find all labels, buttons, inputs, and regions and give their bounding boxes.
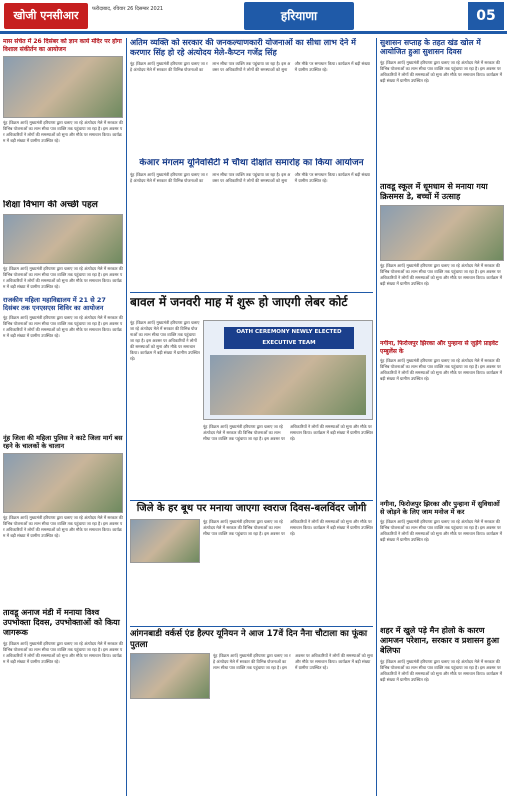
headline: अतिम व्यक्ति को सरकार की जनकल्याणकारी योजनाओं का सीधा लाभ देने में करणार सिंह हो रहे अंत्योदय मेले-कैप्टन गजेंद्र सिंह <box>130 38 356 57</box>
headline: आंगनबाडी वर्कर्स एंड हैल्पर यूनियन ने आज 17वें दिन नैना चौटाला का फूंका पुतला <box>130 629 368 650</box>
section-title: हरियाणा <box>244 2 354 30</box>
headline: जिले के हर बूथ पर मनाया जाएगा स्वराज दिवस-बलविंदर जोगी <box>136 503 367 514</box>
article-body: नूंह (विक्रम आर्य) मुख्यमंत्री हरियाणा द्वारा चलाए जा रहे अंत्योदय मेले में सरकार की विभिन्न योजनाओं का लाभ सीधा पात्र व्यक्ति तक पहुंचाया जा रहा है। इस अवसर पर अधिकारियों ने लोगों की समस्याओं को सुना और मौके पर समाधान किया। कार्यक्रम में बड़ी संख्या में ग्रामीण उपस्थित रहे। <box>3 120 123 143</box>
article-body: नूंह (विक्रम आर्य) मुख्यमंत्री हरियाणा द्वारा चलाए जा रहे अंत्योदय मेले में सरकार की विभिन्न योजनाओं का लाभ सीधा पात्र व्यक्ति तक पहुंचाया जा रहा है। इस अवसर पर अधिकारियों ने लोगों की समस्याओं को सुना और मौके पर समाधान किया। कार्यक्रम में बड़ी संख्या में ग्रामीण उपस्थित रहे। <box>380 59 502 83</box>
article-body: नूंह (विक्रम आर्य) मुख्यमंत्री हरियाणा द्वारा चलाए जा रहे अंत्योदय मेले में सरकार की विभिन्न योजनाओं का लाभ सीधा पात्र व्यक्ति तक पहुंचाया जा रहा है। इस अवसर पर अधिकारियों ने लोगों की समस्याओं को सुना और मौके पर समाधान किया। कार्यक्रम में बड़ी संख्या में ग्रामीण उपस्थित रहे। <box>203 518 373 536</box>
masthead <box>0 0 507 34</box>
headline: शहर में खुले पड़े मैन होलो के कारण आमजन परेशान, सरकार व प्रशासन हुआ बेलिफा <box>380 626 500 655</box>
headline: तावडू स्कूल में धूमधाम से मनाया गया क्रिसमस डे, बच्चों में उत्साह <box>380 182 488 201</box>
article-center-1 <box>130 38 373 151</box>
headline: शिक्षा विभाग की अच्छी पहल <box>3 200 98 210</box>
article-center-3-body-2 <box>203 424 373 490</box>
article-body: नूंह (विक्रम आर्य) मुख्यमंत्री हरियाणा द्वारा चलाए जा रहे अंत्योदय मेले में सरकार की विभिन्न योजनाओं का लाभ सीधा पात्र व्यक्ति तक पहुंचाया जा रहा है। इस अवसर पर अधिकारियों ने लोगों की समस्याओं को सुना और मौके पर समाधान किया। कार्यक्रम में बड़ी संख्या में ग्रामीण उपस्थित रहे। <box>3 641 123 664</box>
headline: मास संचेत में 26 दिसंबर को ज्ञान कार्य मंदिर पर होगा विशाल संकीर्तन का आयोजन <box>3 38 122 53</box>
article-center-5 <box>130 626 373 783</box>
article-right-5 <box>380 626 504 799</box>
article-center-4 <box>130 500 373 599</box>
article-left-5 <box>3 608 123 781</box>
article-body: नूंह (विक्रम आर्य) मुख्यमंत्री हरियाणा द्वारा चलाए जा रहे अंत्योदय मेले में सरकार की विभिन्न योजनाओं का लाभ सीधा पात्र व्यक्ति तक पहुंचाया जा रहा है। इस अवसर पर अधिकारियों ने लोगों की समस्याओं को सुना और मौके पर समाधान किया। कार्यक्रम में बड़ी संख्या में ग्रामीण उपस्थित रहे। <box>3 315 123 339</box>
article-photo <box>130 653 210 699</box>
group-photo <box>210 355 366 415</box>
article-left-1 <box>3 38 123 168</box>
article-photo <box>3 214 123 264</box>
article-body: नूंह (विक्रम आर्य) मुख्यमंत्री हरियाणा द्वारा चलाए जा रहे अंत्योदय मेले में सरकार की विभिन्न योजनाओं का लाभ सीधा पात्र व्यक्ति तक पहुंचाया जा रहा है। इस अवसर पर अधिकारियों ने लोगों की समस्याओं को सुना और मौके पर समाधान किया। कार्यक्रम में बड़ी संख्या में ग्रामीण उपस्थित रहे। <box>130 320 200 361</box>
headline: बावल में जनवरी माह में शुरू हो जाएगी लेबर कोर्ट <box>130 295 348 309</box>
article-right-2 <box>380 182 504 323</box>
oath-ceremony-photo <box>203 320 373 420</box>
article-body: नूंह (विक्रम आर्य) मुख्यमंत्री हरियाणा द्वारा चलाए जा रहे अंत्योदय मेले में सरकार की विभिन्न योजनाओं का लाभ सीधा पात्र व्यक्ति तक पहुंचाया जा रहा है। इस अवसर पर अधिकारियों ने लोगों की समस्याओं को सुना और मौके पर समाधान किया। कार्यक्रम में बड़ी संख्या में ग्रामीण उपस्थित रहे। <box>380 263 502 286</box>
headline: तावडू अनाज मंडी में मनाया विश्व उपभोक्ता दिवस, उपभोक्ताओं को किया जागरूक <box>3 608 120 637</box>
article-right-3 <box>380 340 504 468</box>
article-photo <box>130 519 200 563</box>
headline: नगीना, फिरोजपुर झिरका और पुन्हाना से जुड़ेंगे प्राइवेट एम्बुलेंस के <box>380 340 499 355</box>
article-body: नूंह (विक्रम आर्य) मुख्यमंत्री हरियाणा द्वारा चलाए जा रहे अंत्योदय मेले में सरकार की विभिन्न योजनाओं का लाभ सीधा पात्र व्यक्ति तक पहुंचाया जा रहा है। इस अवसर पर अधिकारियों ने लोगों की समस्याओं को सुना और मौके पर समाधान किया। कार्यक्रम में बड़ी संख्या में ग्रामीण उपस्थित रहे। <box>130 172 370 184</box>
article-body: नूंह (विक्रम आर्य) मुख्यमंत्री हरियाणा द्वारा चलाए जा रहे अंत्योदय मेले में सरकार की विभिन्न योजनाओं का लाभ सीधा पात्र व्यक्ति तक पहुंचाया जा रहा है। इस अवसर पर अधिकारियों ने लोगों की समस्याओं को सुना और मौके पर समाधान किया। कार्यक्रम में बड़ी संख्या में ग्रामीण उपस्थित रहे। <box>3 515 123 539</box>
article-body: नूंह (विक्रम आर्य) मुख्यमंत्री हरियाणा द्वारा चलाए जा रहे अंत्योदय मेले में सरकार की विभिन्न योजनाओं का लाभ सीधा पात्र व्यक्ति तक पहुंचाया जा रहा है। इस अवसर पर अधिकारियों ने लोगों की समस्याओं को सुना और मौके पर समाधान किया। कार्यक्रम में बड़ी संख्या में ग्रामीण उपस्थित रहे। <box>380 358 502 381</box>
article-photo <box>380 205 504 261</box>
article-photo <box>3 453 123 513</box>
page-number: 05 <box>468 2 504 30</box>
article-body: नूंह (विक्रम आर्य) मुख्यमंत्री हरियाणा द्वारा चलाए जा रहे अंत्योदय मेले में सरकार की विभिन्न योजनाओं का लाभ सीधा पात्र व्यक्ति तक पहुंचाया जा रहा है। इस अवसर पर अधिकारियों ने लोगों की समस्याओं को सुना और मौके पर समाधान किया। कार्यक्रम में बड़ी संख्या में ग्रामीण उपस्थित रहे। <box>380 519 502 543</box>
headline: सुशासन सप्ताह के तहत खंड खोल में आयोजित हुआ सुशासन दिवस <box>380 38 481 57</box>
article-body: नूंह (विक्रम आर्य) मुख्यमंत्री हरियाणा द्वारा चलाए जा रहे अंत्योदय मेले में सरकार की विभिन्न योजनाओं का लाभ सीधा पात्र व्यक्ति तक पहुंचाया जा रहा है। इस अवसर पर अधिकारियों ने लोगों की समस्याओं को सुना और मौके पर समाधान किया। कार्यक्रम में बड़ी संख्या में ग्रामीण उपस्थित रहे। <box>380 659 502 682</box>
headline: राजकीय महिला महाविद्यालय में 21 से 27 दिसंबर तक एनएसएस शिविर का आयोजन <box>3 296 106 313</box>
newspaper-logo: खोजी एनसीआर <box>4 3 88 29</box>
article-center-2 <box>130 158 373 268</box>
dateline: फरीदाबाद, रविवार 26 दिसम्बर 2021 <box>92 6 164 12</box>
article-left-3 <box>3 296 123 431</box>
article-photo <box>3 56 123 118</box>
article-right-4 <box>380 500 504 615</box>
article-right-1 <box>380 38 504 160</box>
article-body: नूंह (विक्रम आर्य) मुख्यमंत्री हरियाणा द्वारा चलाए जा रहे अंत्योदय मेले में सरकार की विभिन्न योजनाओं का लाभ सीधा पात्र व्यक्ति तक पहुंचाया जा रहा है। इस अवसर पर अधिकारियों ने लोगों की समस्याओं को सुना और मौके पर समाधान किया। कार्यक्रम में बड़ी संख्या में ग्रामीण उपस्थित रहे। <box>130 61 370 72</box>
column-divider <box>376 38 377 796</box>
column-divider <box>126 38 127 796</box>
headline: नूंह जिला की महिला पुलिस ने काटे जिला मार्ग बस रहने के चालकों के चालान <box>3 434 123 451</box>
banner-text: OATH CEREMONY NEWLY ELECTED EXECUTIVE TEAM <box>224 327 354 349</box>
article-body: नूंह (विक्रम आर्य) मुख्यमंत्री हरियाणा द्वारा चलाए जा रहे अंत्योदय मेले में सरकार की विभिन्न योजनाओं का लाभ सीधा पात्र व्यक्ति तक पहुंचाया जा रहा है। इस अवसर पर अधिकारियों ने लोगों की समस्याओं को सुना और मौके पर समाधान किया। कार्यक्रम में बड़ी संख्या में ग्रामीण उपस्थित रहे। <box>203 424 373 441</box>
headline: नगीना, फिरोजपुर झिरका और पुन्हाना में सुविधाओं से जोड़ने के लिए जाम मनोज में कर <box>380 500 500 517</box>
article-left-4 <box>3 434 123 585</box>
headline: केआर मंगलम यूनिवर्सिटी में चौथा दीक्षांत समारोह का किया आयोजन <box>139 158 364 168</box>
article-left-2 <box>3 200 123 296</box>
article-center-3 <box>130 292 373 310</box>
article-body: नूंह (विक्रम आर्य) मुख्यमंत्री हरियाणा द्वारा चलाए जा रहे अंत्योदय मेले में सरकार की विभिन्न योजनाओं का लाभ सीधा पात्र व्यक्ति तक पहुंचाया जा रहा है। इस अवसर पर अधिकारियों ने लोगों की समस्याओं को सुना और मौके पर समाधान किया। कार्यक्रम में बड़ी संख्या में ग्रामीण उपस्थित रहे। <box>3 266 123 290</box>
article-center-3-body <box>130 320 200 490</box>
article-body: नूंह (विक्रम आर्य) मुख्यमंत्री हरियाणा द्वारा चलाए जा रहे अंत्योदय मेले में सरकार की विभिन्न योजनाओं का लाभ सीधा पात्र व्यक्ति तक पहुंचाया जा रहा है। इस अवसर पर अधिकारियों ने लोगों की समस्याओं को सुना और मौके पर समाधान किया। कार्यक्रम में बड़ी संख्या में ग्रामीण उपस्थित रहे। <box>213 653 373 671</box>
